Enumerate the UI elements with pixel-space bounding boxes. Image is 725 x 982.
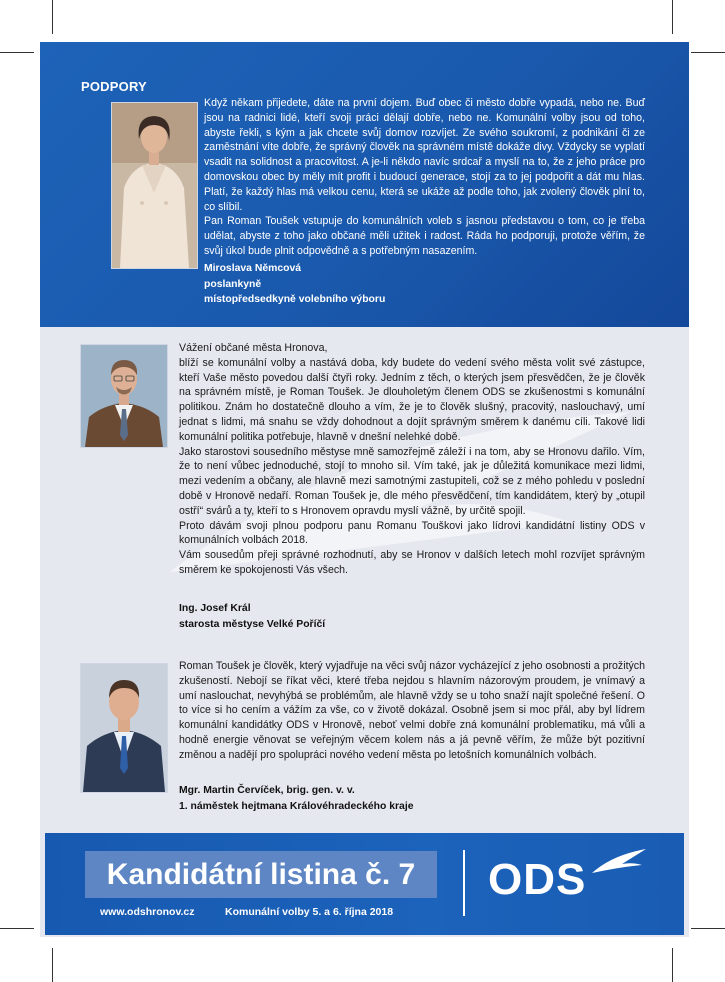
divider [463,850,465,916]
crop-mark [672,0,673,34]
signature-kral [179,601,325,632]
footer-banner [45,833,684,935]
website-link[interactable]: www.odshronov.cz [100,906,195,918]
leaflet-page [40,42,689,937]
signature-role: místopředsedkyně volebního výboru [204,294,386,305]
kral-text [179,341,645,578]
crop-mark [0,52,34,53]
photo-cervicek [80,663,168,793]
paragraph: blíží se komunální volby a nastává doba, kdy budete do vedení svého města volit své zástupce, kteří Vaše město povedou další čtyři roky. Jedním z těch, o kterých jsem přesvědčen, že je člověk na správném místě, je Roman Toušek. Je dlouholetým členem ODS se zkušenostmi s komunální politikou. Znám ho dostatečně dlouho a vím, že je to člověk slušný, pracovitý, naslouchavý, umí jednat s lidmi, má snahu se vždy dohodnout a dojít správným směrem k danému cíli. Takové lidi komunální politika potřebuje, hlavně v dnešní nelehké době. [179,356,645,443]
signature-role: 1. náměstek hejtmana Královéhradeckého kraje [179,800,414,812]
support-section [40,42,689,327]
photo-kral [80,344,168,448]
crop-mark [691,52,725,53]
signature-role: poslankyně [204,278,262,290]
signature-name: Ing. Josef Král [179,603,251,614]
paragraph: Jako starostovi sousedního městyse mně samozřejmě záleží i na tom, aby se Hronovu dařilo. Vím, že to není vůbec jednoduché, stojí to mnoho sil. Vím také, jak je důležitá komunikace mezi lidmi, mezi vedením a občany, ale hlavně mezi samotnými zastupiteli, což se z mého pohledu v poslední době v Hronově nedaří. Roman Toušek je, dle mého přesvědčení, tím kandidátem, který by „otupil ostří“ svárů a ty, kteří to s Hronovem opravdu myslí vážně, by určitě spojil. [179,445,645,517]
crop-mark [691,928,725,929]
ods-logo [488,847,648,907]
signature-name: Mgr. Martin Červíček, brig. gen. v. v. [179,785,355,796]
photo-nemcova [111,102,198,269]
paragraph: Když někam přijedete, dáte na první dojem. Buď obec či město dobře vypadá, nebo ne. Buď jsou na radnici lidé, kteří svoji práci dělají dobře, nebo ne. Komunální volby jsou od toho, abyste řekli, s kým a jak chcete svůj domov rozvíjet. Ze svého soukromí, z podnikání či ze zaměstnání víte dobře, že správný člověk na správném místě dokáže divy. Vždycky se vyplatí vsadit na solidnost a pracovitost. A je-li někdo navíc srdcař a myslí na to, že z jeho práce pro domovskou obec by měly mít profit i budoucí generace, stojí za to jej podpořit a dát mu hlas. Platí, že každý hlas má velkou cenu, která se ukáže až podle toho, jak zvolený člověk plní to, co slíbil. [204,97,645,213]
crop-mark [672,948,673,982]
signature-nemcova [204,261,385,308]
crop-mark [0,928,34,929]
crop-mark [52,0,53,34]
greeting: Vážení občané města Hronova, [179,342,328,354]
signature-role: starosta městyse Velké Poříčí [179,618,326,630]
paragraph: Pan Roman Toušek vstupuje do komunálních voleb s jasnou představou o tom, co je třeba udělat, abyste z toho jako občané měli užitek i radost. Ráda ho podporuji, protože věřím, že svůj úkol bude plnit odpovědně a s potřebným nasazením. [204,215,645,257]
candidate-list-title: Kandidátní listina č. 7 [85,851,437,898]
support-text [204,96,645,259]
signature-cervicek [179,783,413,814]
paragraph: Vám sousedům přeji správné rozhodnutí, aby se Hronov v dalších letech mohl rozvíjet správným směrem ke spokojenosti Vás všech. [179,549,645,576]
crop-mark [52,948,53,982]
election-date: Komunální volby 5. a 6. října 2018 [225,906,394,918]
logo-text: ODS [488,855,587,904]
cervicek-text [179,659,645,763]
section-title: PODPORY [81,79,147,94]
paragraph: Proto dávám svoji plnou podporu panu Romanu Touškovi jako lídrovi kandidátní listiny ODS v komunálních volbách 2018. [179,519,645,547]
bird-icon [590,847,648,877]
signature-name: Miroslava Němcová [204,263,302,274]
paragraph: Roman Toušek je člověk, který vyjadřuje na věci svůj názor vycházející z jeho osobnosti a prožitých zkušeností. Nebojí se říkat věci, které třeba nejdou s hlavním názorovým proudem, je vnímavý a umí naslouchat, nevyhýbá se problémům, ale hlavně vždy se u toho snaží najít společné řešení. O to více si ho cením a vážím za vše, co v životě dokázal. Osobně jsem si moc přál, aby byl lídrem komunální kandidátky ODS v Hronově, neboť velmi dobře zná komunální problematiku, má vůli a hodně energie věnovat se veřejným věcem kolem nás a já pevně věřím, že může být pozitivní změnou a nadějí pro spolupráci nového vedení města po letošních komunálních volbách. [179,660,645,761]
